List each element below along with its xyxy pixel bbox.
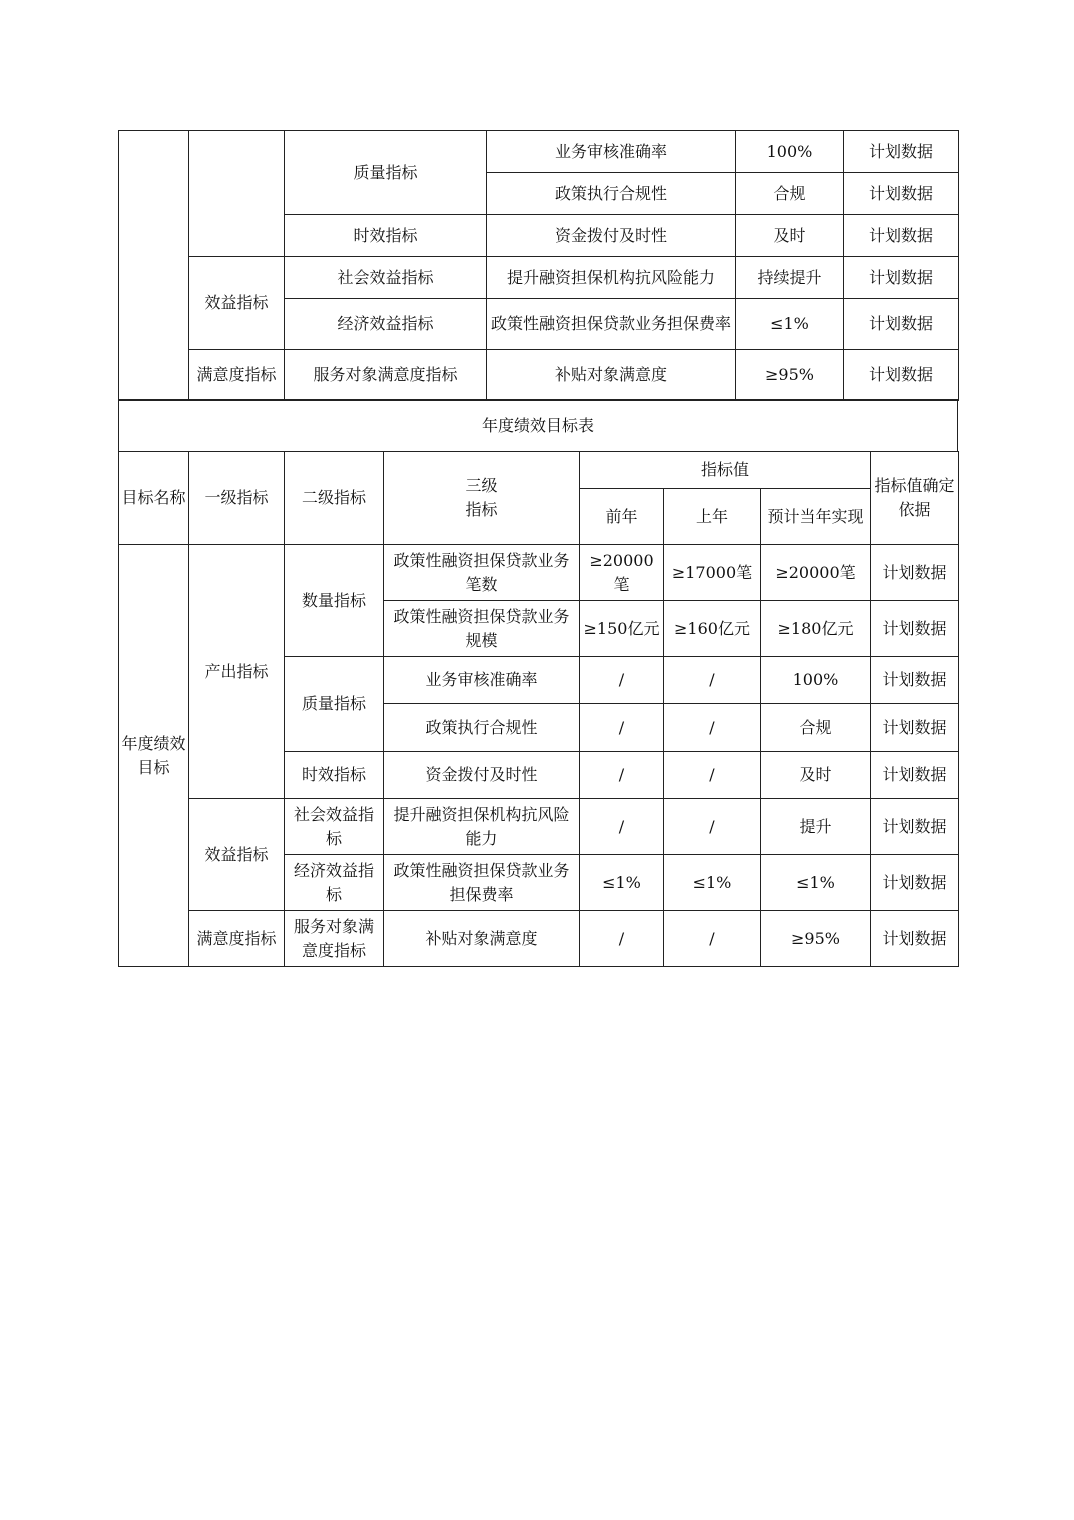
- level2-cell: 数量指标: [285, 545, 384, 657]
- level2-cell: 社会效益指标: [285, 799, 384, 855]
- basis-cell: 计划数据: [844, 215, 959, 257]
- prev-cell: /: [580, 911, 664, 967]
- expected-cell: 合规: [761, 704, 871, 752]
- basis-cell: 计划数据: [844, 173, 959, 215]
- level1-cell: 满意度指标: [189, 350, 285, 401]
- prev-cell: /: [580, 704, 664, 752]
- level2-cell: 经济效益指标: [285, 855, 384, 911]
- level2-cell: 时效指标: [285, 215, 487, 257]
- level3-cell: 提升融资担保机构抗风险能力: [384, 799, 580, 855]
- last-cell: /: [664, 704, 761, 752]
- last-year-header: 上年: [664, 489, 761, 545]
- expected-cell: ≤1%: [761, 855, 871, 911]
- expected-cell: ≥20000笔: [761, 545, 871, 601]
- level2-cell: 服务对象满意度指标: [285, 350, 487, 401]
- level1-cell: 满意度指标: [189, 911, 285, 967]
- basis-cell: 计划数据: [871, 911, 959, 967]
- value-cell: 100%: [736, 131, 844, 173]
- prev-cell: /: [580, 657, 664, 704]
- basis-cell: 计划数据: [844, 350, 959, 401]
- value-cell: 持续提升: [736, 257, 844, 299]
- level2-header: 二级指标: [285, 452, 384, 545]
- prev-cell: ≥150亿元: [580, 601, 664, 657]
- goal-label: 年度绩效目标: [119, 545, 189, 967]
- value-cell: 合规: [736, 173, 844, 215]
- basis-cell: 计划数据: [871, 799, 959, 855]
- basis-cell: 计划数据: [871, 545, 959, 601]
- level2-cell: 经济效益指标: [285, 299, 487, 350]
- expected-cell: 及时: [761, 752, 871, 799]
- level3-cell: 资金拨付及时性: [384, 752, 580, 799]
- basis-cell: 计划数据: [871, 752, 959, 799]
- table-row: [119, 257, 959, 299]
- last-cell: ≥17000笔: [664, 545, 761, 601]
- value-cell: ≤1%: [736, 299, 844, 350]
- expected-cell: ≥180亿元: [761, 601, 871, 657]
- last-cell: /: [664, 657, 761, 704]
- value-cell: ≥95%: [736, 350, 844, 401]
- level3-cell: 政策性融资担保贷款业务担保费率: [384, 855, 580, 911]
- basis-cell: 计划数据: [844, 299, 959, 350]
- expected-cell: 提升: [761, 799, 871, 855]
- level1-cell: 效益指标: [189, 799, 285, 911]
- level3-cell: 补贴对象满意度: [384, 911, 580, 967]
- level3-cell: 业务审核准确率: [384, 657, 580, 704]
- table-row: [119, 350, 959, 401]
- goal-name-header: 目标名称: [119, 452, 189, 545]
- level3-cell: 政策执行合规性: [487, 173, 736, 215]
- level3-cell: 政策性融资担保贷款业务担保费率: [487, 299, 736, 350]
- prev-cell: ≤1%: [580, 855, 664, 911]
- prev-cell: ≥20000笔: [580, 545, 664, 601]
- level3-header-line2: 指标: [465, 500, 498, 519]
- section-title: 年度绩效目标表: [119, 400, 958, 452]
- last-cell: /: [664, 911, 761, 967]
- blank-goal-cell: [119, 131, 189, 401]
- value-cell: 及时: [736, 215, 844, 257]
- table-row: [119, 545, 959, 601]
- basis-header: 指标值确定依据: [871, 452, 959, 545]
- prev-cell: /: [580, 752, 664, 799]
- basis-cell: 计划数据: [871, 657, 959, 704]
- last-cell: ≥160亿元: [664, 601, 761, 657]
- last-cell: /: [664, 752, 761, 799]
- basis-cell: 计划数据: [844, 257, 959, 299]
- table-row: [119, 131, 959, 173]
- level2-cell: 质量指标: [285, 657, 384, 752]
- blank-level1-cell: [189, 131, 285, 257]
- table-row: [119, 799, 959, 855]
- expected-header: 预计当年实现: [761, 489, 871, 545]
- target-table: [118, 451, 959, 967]
- level2-cell: 质量指标: [285, 131, 487, 215]
- prev-cell: /: [580, 799, 664, 855]
- level2-cell: 服务对象满意度指标: [285, 911, 384, 967]
- level2-cell: 时效指标: [285, 752, 384, 799]
- continuation-table: [118, 130, 959, 401]
- level3-header: [384, 452, 580, 545]
- section-title-table: [118, 399, 958, 452]
- level3-header-line1: 三级: [465, 476, 498, 495]
- level3-cell: 资金拨付及时性: [487, 215, 736, 257]
- expected-cell: ≥95%: [761, 911, 871, 967]
- level3-cell: 政策性融资担保贷款业务规模: [384, 601, 580, 657]
- prev-year-header: 前年: [580, 489, 664, 545]
- level1-cell: 效益指标: [189, 257, 285, 350]
- basis-cell: 计划数据: [871, 704, 959, 752]
- last-cell: ≤1%: [664, 855, 761, 911]
- basis-cell: 计划数据: [871, 601, 959, 657]
- table-row: [119, 911, 959, 967]
- basis-cell: 计划数据: [871, 855, 959, 911]
- level3-cell: 补贴对象满意度: [487, 350, 736, 401]
- level3-cell: 业务审核准确率: [487, 131, 736, 173]
- header-row: [119, 452, 959, 489]
- level3-cell: 提升融资担保机构抗风险能力: [487, 257, 736, 299]
- indicator-value-header: 指标值: [580, 452, 871, 489]
- basis-cell: 计划数据: [844, 131, 959, 173]
- expected-cell: 100%: [761, 657, 871, 704]
- level3-cell: 政策执行合规性: [384, 704, 580, 752]
- level1-header: 一级指标: [189, 452, 285, 545]
- level1-cell: 产出指标: [189, 545, 285, 799]
- level2-cell: 社会效益指标: [285, 257, 487, 299]
- level3-cell: 政策性融资担保贷款业务笔数: [384, 545, 580, 601]
- last-cell: /: [664, 799, 761, 855]
